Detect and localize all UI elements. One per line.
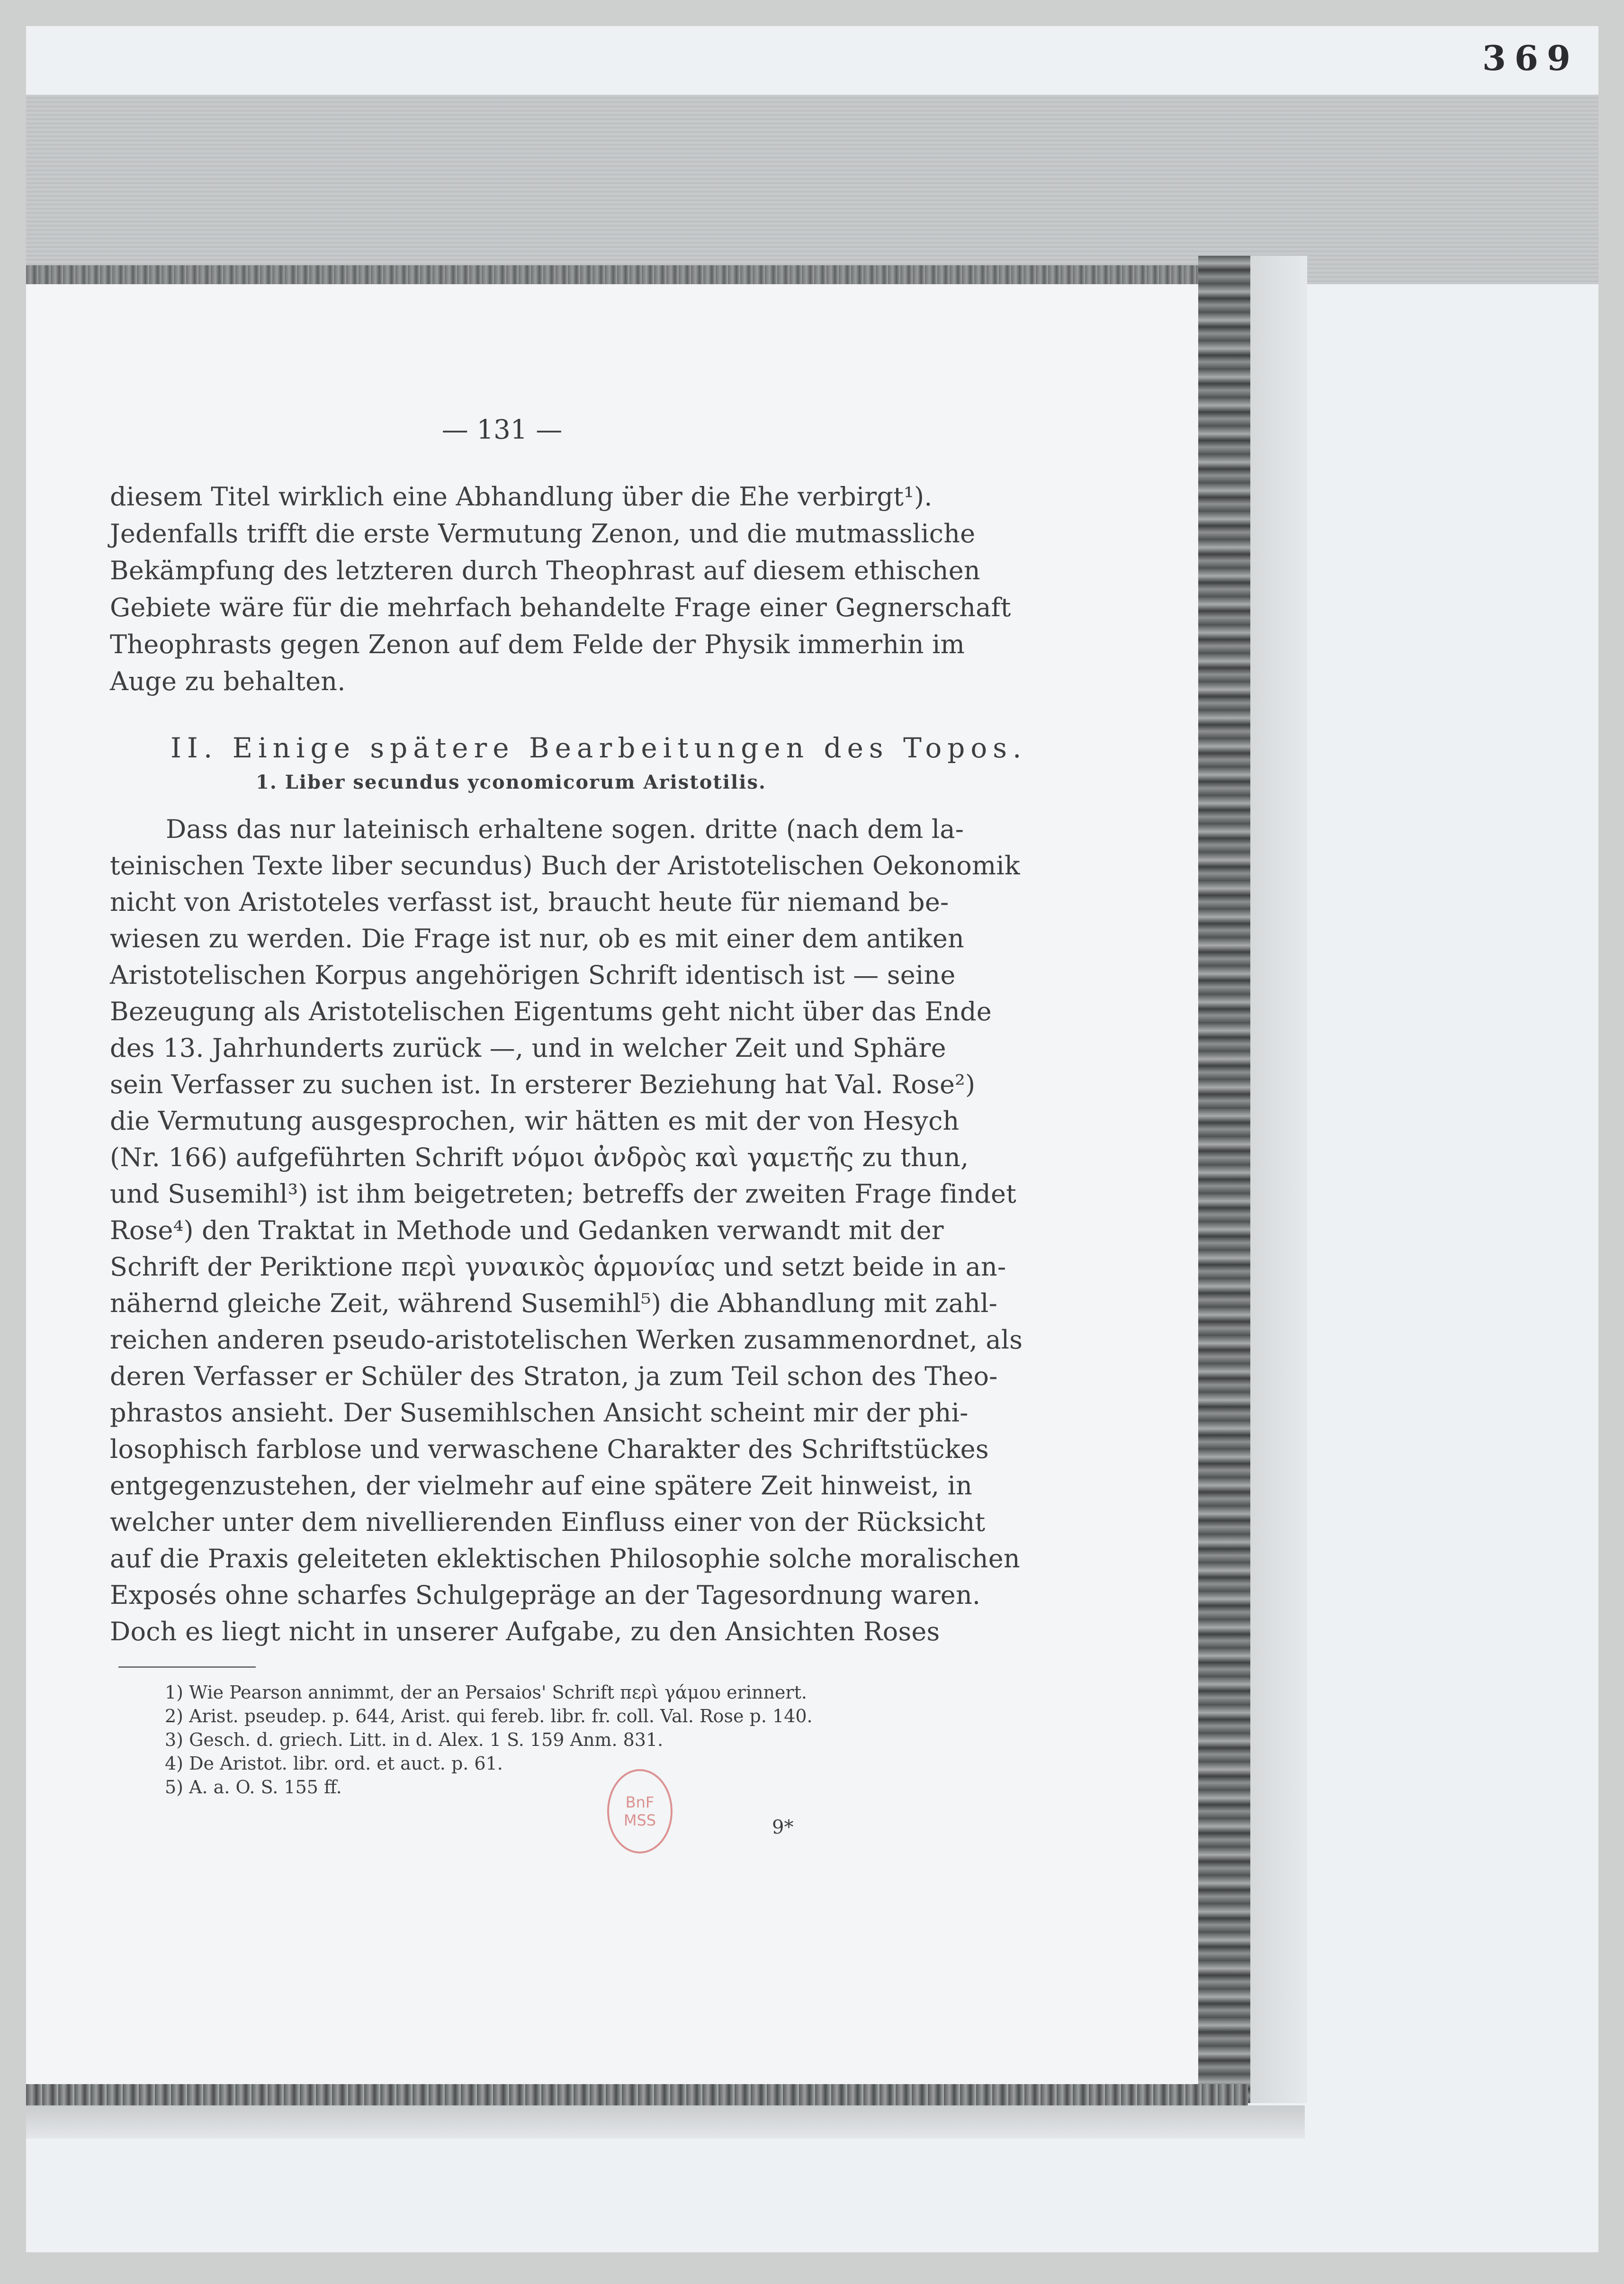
footnote: 2) Arist. pseudep. p. 644, Arist. qui fereb. libr. fr. coll. Val. Rose p. 140.	[165, 1706, 813, 1726]
scan-edge-top	[26, 265, 1238, 284]
body-line: diesem Titel wirklich eine Abhandlung über die Ehe verbirgt¹).	[110, 482, 933, 512]
body-line: sein Verfasser zu suchen ist. In ersterer Beziehung hat Val. Rose²)	[110, 1070, 976, 1099]
body-line: teinischen Texte liber secundus) Buch der Aristotelischen Oekonomik	[110, 851, 1020, 881]
body-line: Exposés ohne scharfes Schulgepräge an der Tagesordnung waren.	[110, 1580, 981, 1610]
stamp-line: MSS	[623, 1811, 656, 1829]
body-line: Bezeugung als Aristotelischen Eigentums geht nicht über das Ende	[110, 997, 992, 1026]
scan-shadow-right	[1250, 256, 1307, 2103]
signature-mark: 9*	[772, 1816, 794, 1838]
body-line: nähernd gleiche Zeit, während Susemihl⁵) die Abhandlung mit zahl-	[110, 1288, 998, 1318]
body-line: Theophrasts gegen Zenon auf dem Felde der Physik immerhin im	[110, 629, 965, 659]
footnote: 4) De Aristot. libr. ord. et auct. p. 61.	[165, 1753, 503, 1774]
footnote: 5) A. a. O. S. 155 ff.	[165, 1777, 342, 1798]
body-line: (Nr. 166) aufgeführten Schrift νόμοι ἀνδρὸς καὶ γαμετῆς zu thun,	[110, 1142, 969, 1172]
subsection-heading: 1. Liber secundus yconomicorum Aristotilis.	[256, 771, 766, 793]
body-line: Doch es liegt nicht in unserer Aufgabe, zu den Ansichten Roses	[110, 1617, 940, 1646]
scan-shadow-bottom	[26, 2105, 1305, 2139]
library-stamp	[607, 1769, 673, 1853]
body-line: reichen anderen pseudo-aristotelischen Werken zusammenordnet, als	[110, 1325, 1023, 1355]
scan-edge-bottom	[26, 2084, 1248, 2105]
body-line: Jedenfalls trifft die erste Vermutung Zenon, und die mutmassliche	[110, 519, 976, 549]
body-line: Dass das nur lateinisch erhaltene sogen. dritte (nach dem la-	[166, 814, 964, 844]
scan-edge-right	[1198, 256, 1250, 2103]
body-line: auf die Praxis geleiteten eklektischen Philosophie solche moralischen	[110, 1544, 1020, 1574]
folio-number: 369	[1482, 38, 1579, 78]
body-line: die Vermutung ausgesprochen, wir hätten es mit der von Hesych	[110, 1106, 960, 1136]
body-line: welcher unter dem nivellierenden Einfluss einer von der Rücksicht	[110, 1507, 986, 1537]
body-line: nicht von Aristoteles verfasst ist, braucht heute für niemand be-	[110, 887, 949, 917]
body-line: Rose⁴) den Traktat in Methode und Gedanken verwandt mit der	[110, 1215, 944, 1245]
body-line: Auge zu behalten.	[110, 666, 346, 696]
body-line: Bekämpfung des letzteren durch Theophrast auf diesem ethischen	[110, 556, 980, 585]
body-line: wiesen zu werden. Die Frage ist nur, ob es mit einer dem antiken	[110, 924, 965, 953]
footnote: 3) Gesch. d. griech. Litt. in d. Alex. 1 S. 159 Anm. 831.	[165, 1729, 664, 1750]
body-line: entgegenzustehen, der vielmehr auf eine spätere Zeit hinweist, in	[110, 1471, 973, 1501]
footnote-rule	[118, 1666, 256, 1668]
section-heading: II. Einige spätere Bearbeitungen des Topos.	[170, 732, 1027, 764]
body-line: losophisch farblose und verwaschene Charakter des Schriftstückes	[110, 1434, 989, 1464]
body-line: phrastos ansieht. Der Susemihlschen Ansicht scheint mir der phi-	[110, 1398, 969, 1428]
body-line: des 13. Jahrhunderts zurück —, und in welcher Zeit und Sphäre	[110, 1033, 946, 1063]
body-line: deren Verfasser er Schüler des Straton, ja zum Teil schon des Theo-	[110, 1361, 998, 1391]
footnote: 1) Wie Pearson annimmt, der an Persaios' Schrift περὶ γάμου erinnert.	[165, 1682, 807, 1703]
body-line: Gebiete wäre für die mehrfach behandelte Frage einer Gegnerschaft	[110, 593, 1011, 622]
body-line: Schrift der Periktione περὶ γυναικὸς ἁρμονίας und setzt beide in an-	[110, 1252, 1006, 1282]
stamp-line: BnF	[625, 1793, 655, 1811]
body-line: und Susemihl³) ist ihm beigetreten; betreffs der zweiten Frage findet	[110, 1179, 1017, 1209]
page-number: — 131 —	[441, 414, 563, 445]
body-line: Aristotelischen Korpus angehörigen Schrift identisch ist — seine	[110, 960, 956, 990]
scan-shadow-top	[26, 95, 1598, 284]
